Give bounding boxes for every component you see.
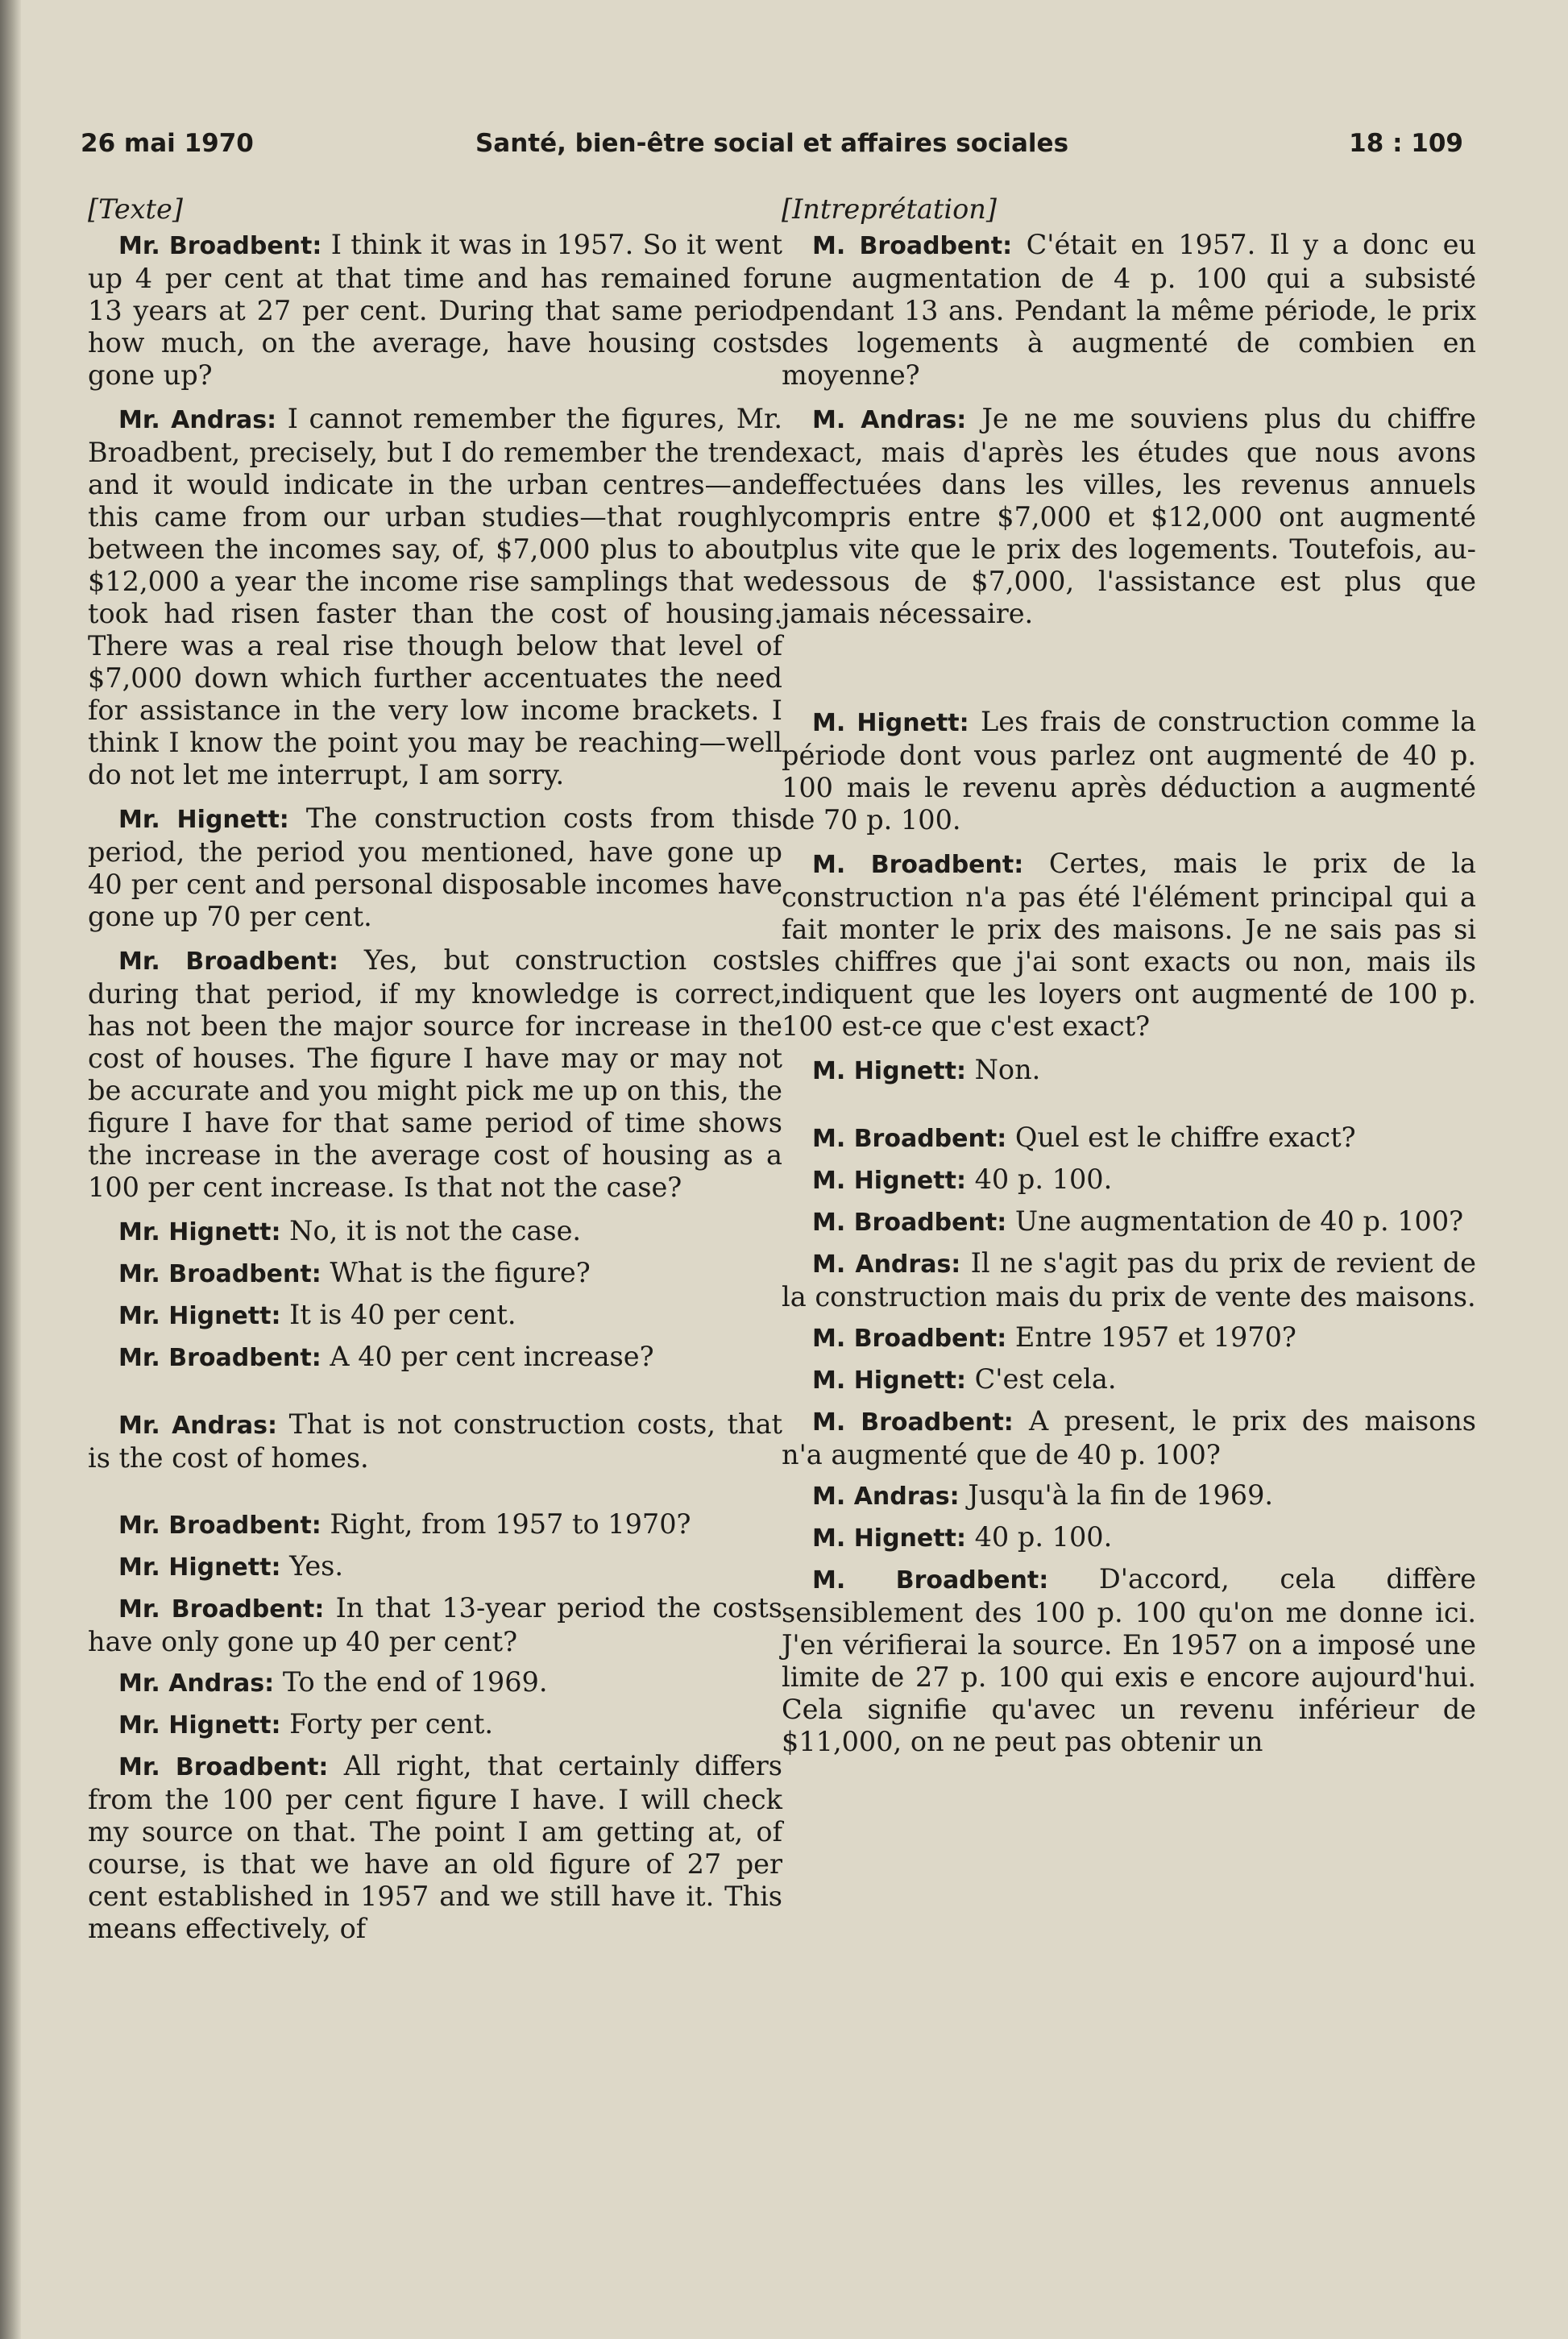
- speaker-name: M. Broadbent:: [812, 1125, 1007, 1153]
- transcript-paragraph: [88, 229, 782, 392]
- transcript-paragraph: [782, 403, 1476, 630]
- speaker-name: Mr. Hignett:: [118, 1218, 281, 1246]
- speaker-name: Mr. Hignett:: [118, 806, 289, 834]
- speaker-name: Mr. Broadbent:: [118, 948, 338, 976]
- french-column: [782, 193, 1476, 1758]
- transcript-paragraph: [782, 1247, 1476, 1313]
- transcript-paragraph: [88, 944, 782, 1204]
- speech-text: No, it is not the case.: [289, 1215, 582, 1246]
- header-date: 26 mai 1970: [81, 129, 254, 158]
- speaker-name: M. Hignett:: [812, 1057, 966, 1085]
- speaker-name: M. Broadbent:: [812, 1408, 1014, 1437]
- transcript-paragraph: [88, 802, 782, 933]
- speaker-name: M. Andras:: [812, 1250, 961, 1279]
- speech-text: I think it was in 1957. So it went up 4 per cent at that time and has remained for 13 years at 27 per cent. During that same period how much, on the average, have housing costs gone up?: [88, 229, 783, 391]
- speaker-name: M. Hignett:: [812, 1167, 966, 1195]
- speech-text: Certes, mais le prix de la construction n'a pas été l'élément principal qui a fait monter le prix des maisons. Je ne sais pas si les chiffres que j'ai sont exacts ou non, mais ils indiquent que les loyers ont augmenté de 100 p. 100 est-ce que c'est exact?: [782, 848, 1476, 1042]
- speech-text: Jusqu'à la fin de 1969.: [968, 1479, 1274, 1511]
- header-title: Santé, bien-être social et affaires sociales: [475, 129, 1069, 158]
- speaker-name: Mr. Broadbent:: [118, 232, 322, 260]
- page-header: [81, 129, 1463, 169]
- speaker-name: M. Broadbent:: [812, 851, 1024, 879]
- speech-text: Quel est le chiffre exact?: [1014, 1122, 1356, 1153]
- speaker-name: M. Broadbent:: [812, 1566, 1049, 1595]
- speaker-name: M. Broadbent:: [812, 1325, 1007, 1353]
- transcript-paragraph: [88, 1708, 782, 1742]
- speaker-name: Mr. Broadbent:: [118, 1344, 321, 1372]
- speaker-name: M. Andras:: [812, 406, 967, 434]
- transcript-paragraph: [88, 1341, 782, 1375]
- speech-text: That is not construction costs, that is the cost of homes.: [88, 1408, 783, 1474]
- speech-text: A 40 per cent increase?: [330, 1341, 654, 1372]
- speaker-name: Mr. Andras:: [118, 406, 277, 434]
- english-section-label: [Texte]: [88, 193, 183, 225]
- transcript-paragraph: [782, 706, 1476, 836]
- speaker-name: Mr. Hignett:: [118, 1711, 281, 1740]
- speech-text: Non.: [974, 1054, 1041, 1085]
- transcript-paragraph: [88, 1592, 782, 1658]
- speech-text: D'accord, cela diffère sensiblement des 100 p. 100 qu'on me donne ici. J'en vérifierai la source. En 1957 on a imposé une limite de 27 p. 100 qui exis e encore aujourd'hui. Cela signifie qu'avec un revenu inférieur de $11,000, on ne peut pas obtenir un: [782, 1563, 1477, 1757]
- speaker-name: Mr. Andras:: [118, 1412, 278, 1440]
- speaker-name: M. Andras:: [812, 1483, 960, 1511]
- transcript-paragraph: [88, 1550, 782, 1584]
- speech-text: A present, le prix des maisons n'a augmenté que de 40 p. 100?: [782, 1405, 1477, 1470]
- transcript-paragraph: [782, 1363, 1476, 1397]
- transcript-paragraph: [782, 1122, 1476, 1155]
- speaker-name: Mr. Hignett:: [118, 1553, 281, 1582]
- speech-text: Je ne me souviens plus du chiffre exact, mais d'après les études que nous avons effectuées dans les villes, les revenus annuels compris entre $7,000 et $12,000 ont augmenté plus vite que le prix des logements. Toutefois, au-dessous de $7,000, l'assistance est plus que jamais nécessaire.: [782, 403, 1476, 629]
- speech-text: In that 13-year period the costs have only gone up 40 per cent?: [88, 1592, 782, 1657]
- transcript-paragraph: [88, 1750, 782, 1945]
- speaker-name: M. Broadbent:: [812, 232, 1013, 260]
- transcript-paragraph: [88, 1508, 782, 1542]
- speech-text: C'est cela.: [974, 1363, 1117, 1395]
- speaker-name: M. Broadbent:: [812, 1209, 1007, 1237]
- transcript-paragraph: [782, 1321, 1476, 1355]
- speech-text: Entre 1957 et 1970?: [1014, 1321, 1296, 1353]
- speech-text: Yes.: [289, 1550, 343, 1582]
- speaker-name: M. Hignett:: [812, 709, 969, 737]
- speech-text: Une augmentation de 40 p. 100?: [1014, 1205, 1464, 1237]
- speech-text: I cannot remember the figures, Mr. Broadbent, precisely, but I do remember the trend and it would indicate in the urban centres—and this came from our urban studies—that roughly between the incomes say, of, $7,000 plus to about $12,000 a year the income rise samplings that we took had risen faster than the cost of housing. There was a real rise though below that level of $7,000 down which further accentuates the need for assistance in the very low income brackets. I think I know the point you may be reaching—well do not let me interrupt, I am sorry.: [88, 403, 783, 790]
- speaker-name: M. Hignett:: [812, 1366, 966, 1395]
- speech-text: Il ne s'agit pas du prix de revient de la construction mais du prix de vente des maisons.: [782, 1247, 1476, 1313]
- transcript-paragraph: [782, 848, 1476, 1043]
- transcript-paragraph: [88, 1215, 782, 1249]
- speaker-name: Mr. Broadbent:: [118, 1753, 329, 1781]
- english-column: [88, 193, 782, 1945]
- header-page-number: 18 : 109: [1349, 129, 1463, 158]
- transcript-paragraph: [782, 1521, 1476, 1555]
- speaker-name: Mr. Broadbent:: [118, 1512, 321, 1540]
- speaker-name: Mr. Broadbent:: [118, 1260, 321, 1288]
- speech-text: It is 40 per cent.: [289, 1299, 516, 1330]
- french-section-label: [Intreprétation]: [782, 193, 997, 225]
- page-spine-shadow: [0, 0, 21, 2339]
- transcript-paragraph: [782, 1405, 1476, 1471]
- speech-text: Right, from 1957 to 1970?: [330, 1508, 691, 1540]
- speaker-name: Mr. Andras:: [118, 1669, 275, 1698]
- speech-text: C'était en 1957. Il y a donc eu une augmentation de 4 p. 100 qui a subsisté pendant 13 ans. Pendant la même période, le prix des logements à augmenté de combien en moyenne?: [782, 229, 1477, 391]
- speech-text: 40 p. 100.: [974, 1163, 1113, 1195]
- speech-text: Les frais de construction comme la période dont vous parlez ont augmenté de 40 p. 100 mais le revenu après déduction a augmenté de 70 p. 100.: [782, 706, 1476, 836]
- transcript-paragraph: [88, 1257, 782, 1291]
- transcript-paragraph: [88, 403, 782, 791]
- speech-text: To the end of 1969.: [282, 1666, 548, 1698]
- transcript-paragraph: [782, 1479, 1476, 1513]
- transcript-paragraph: [782, 1163, 1476, 1197]
- speech-text: The construction costs from this period, the period you mentioned, have gone up 40 per cent and personal disposable incomes have gone up 70 per cent.: [88, 802, 783, 932]
- transcript-paragraph: [782, 1563, 1476, 1758]
- transcript-paragraph: [88, 1408, 782, 1474]
- speech-text: All right, that certainly differs from the 100 per cent figure I have. I will check my source on that. The point I am getting at, of course, is that we have an old figure of 27 per cent established in 1957 and we still have it. This means effectively, of: [88, 1750, 782, 1944]
- speech-text: Forty per cent.: [289, 1708, 493, 1740]
- transcript-paragraph: [88, 1299, 782, 1333]
- speaker-name: Mr. Hignett:: [118, 1302, 281, 1330]
- speaker-name: M. Hignett:: [812, 1524, 966, 1553]
- speech-text: Yes, but construction costs during that period, if my knowledge is correct, has not been the major source for increase in the cost of houses. The figure I have may or may not be accurate and you might pick me up on this, the figure I have for that same period of time shows the increase in the average cost of housing as a 100 per cent increase. Is that not the case?: [88, 944, 782, 1203]
- speaker-name: Mr. Broadbent:: [118, 1595, 325, 1624]
- transcript-paragraph: [782, 229, 1476, 392]
- transcript-paragraph: [88, 1666, 782, 1700]
- transcript-paragraph: [782, 1205, 1476, 1239]
- speech-text: 40 p. 100.: [974, 1521, 1113, 1553]
- speech-text: What is the figure?: [330, 1257, 591, 1288]
- transcript-paragraph: [782, 1054, 1476, 1088]
